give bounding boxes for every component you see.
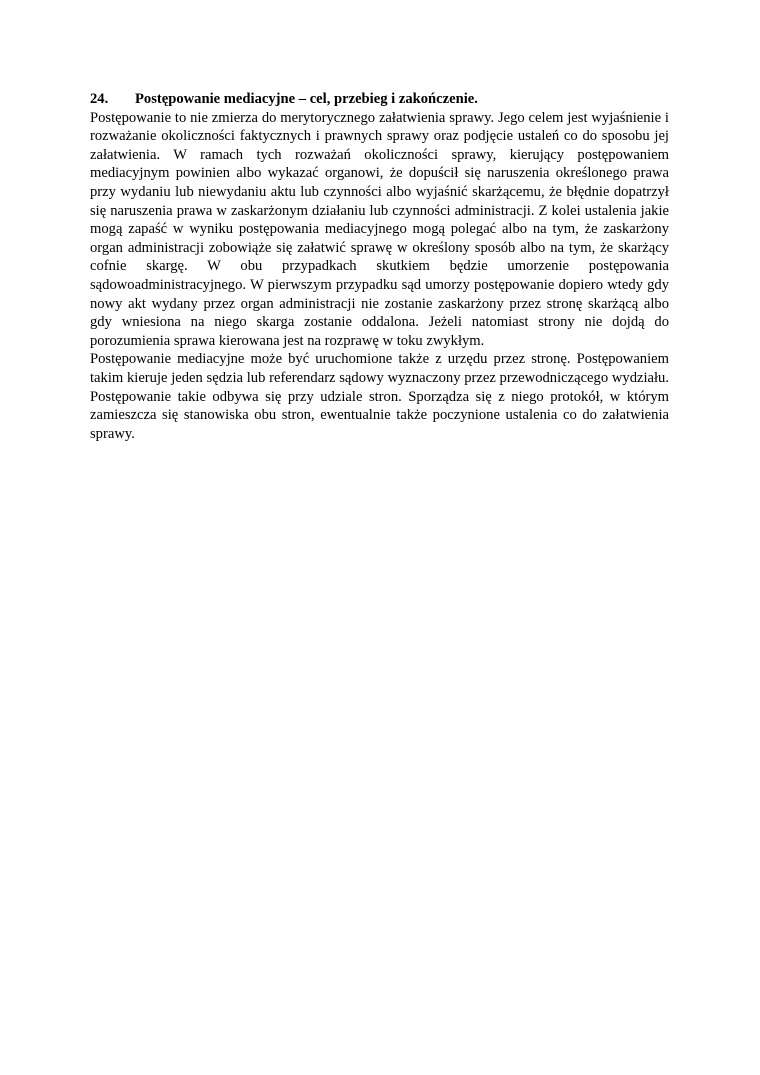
section-heading bbox=[90, 90, 669, 109]
paragraph: Postępowanie to nie zmierza do merytorycznego załatwienia sprawy. Jego celem jest wyjaśnienie i rozważanie okoliczności faktycznych i prawnych sprawy oraz podjęcie ustaleń co do sposobu jej załatwienia. W ramach tych rozważań okoliczności sprawy, kierujący postępowaniem mediacyjnym powinien albo wykazać organowi, że dopuścił się naruszenia określonego prawa przy wydaniu lub niewydaniu aktu lub czynności albo wyjaśnić skarżącemu, że błędnie dopatrzył się naruszenia prawa w zaskarżonym działaniu lub czynności administracji. Z kolei ustalenia jakie mogą zapaść w wyniku postępowania mediacyjnego mogą polegać albo na tym, że zaskarżony organ administracji zobowiąże się załatwić sprawę w określony sposób albo na tym, że skarżący cofnie skargę. W obu przypadkach skutkiem będzie umorzenie postępowania sądowoadministracyjnego. W pierwszym przypadku sąd umorzy postępowanie dopiero wtedy gdy nowy akt wydany przez organ administracji nie zostanie zaskarżony przez stronę skarżącą albo gdy wniesiona na niego skarga zostanie oddalona. Jeżeli natomiast strony nie dojdą do porozumienia sprawa kierowana jest na rozprawę w toku zwykłym. bbox=[90, 109, 669, 349]
document-content bbox=[90, 90, 669, 443]
section-number: 24. bbox=[90, 91, 109, 107]
section-title: Postępowanie mediacyjne – cel, przebieg i zakończenie. bbox=[135, 91, 478, 107]
paragraph: Postępowanie mediacyjne może być uruchomione także z urzędu przez stronę. Postępowaniem takim kieruje jeden sędzia lub referendarz sądowy wyznaczony przez przewodniczącego wydziału. Postępowanie takie odbywa się przy udziale stron. Sporządza się z niego protokół, w którym zamieszcza się stanowiska obu stron, ewentualnie także poczynione ustalenia co do załatwienia sprawy. bbox=[90, 351, 669, 442]
